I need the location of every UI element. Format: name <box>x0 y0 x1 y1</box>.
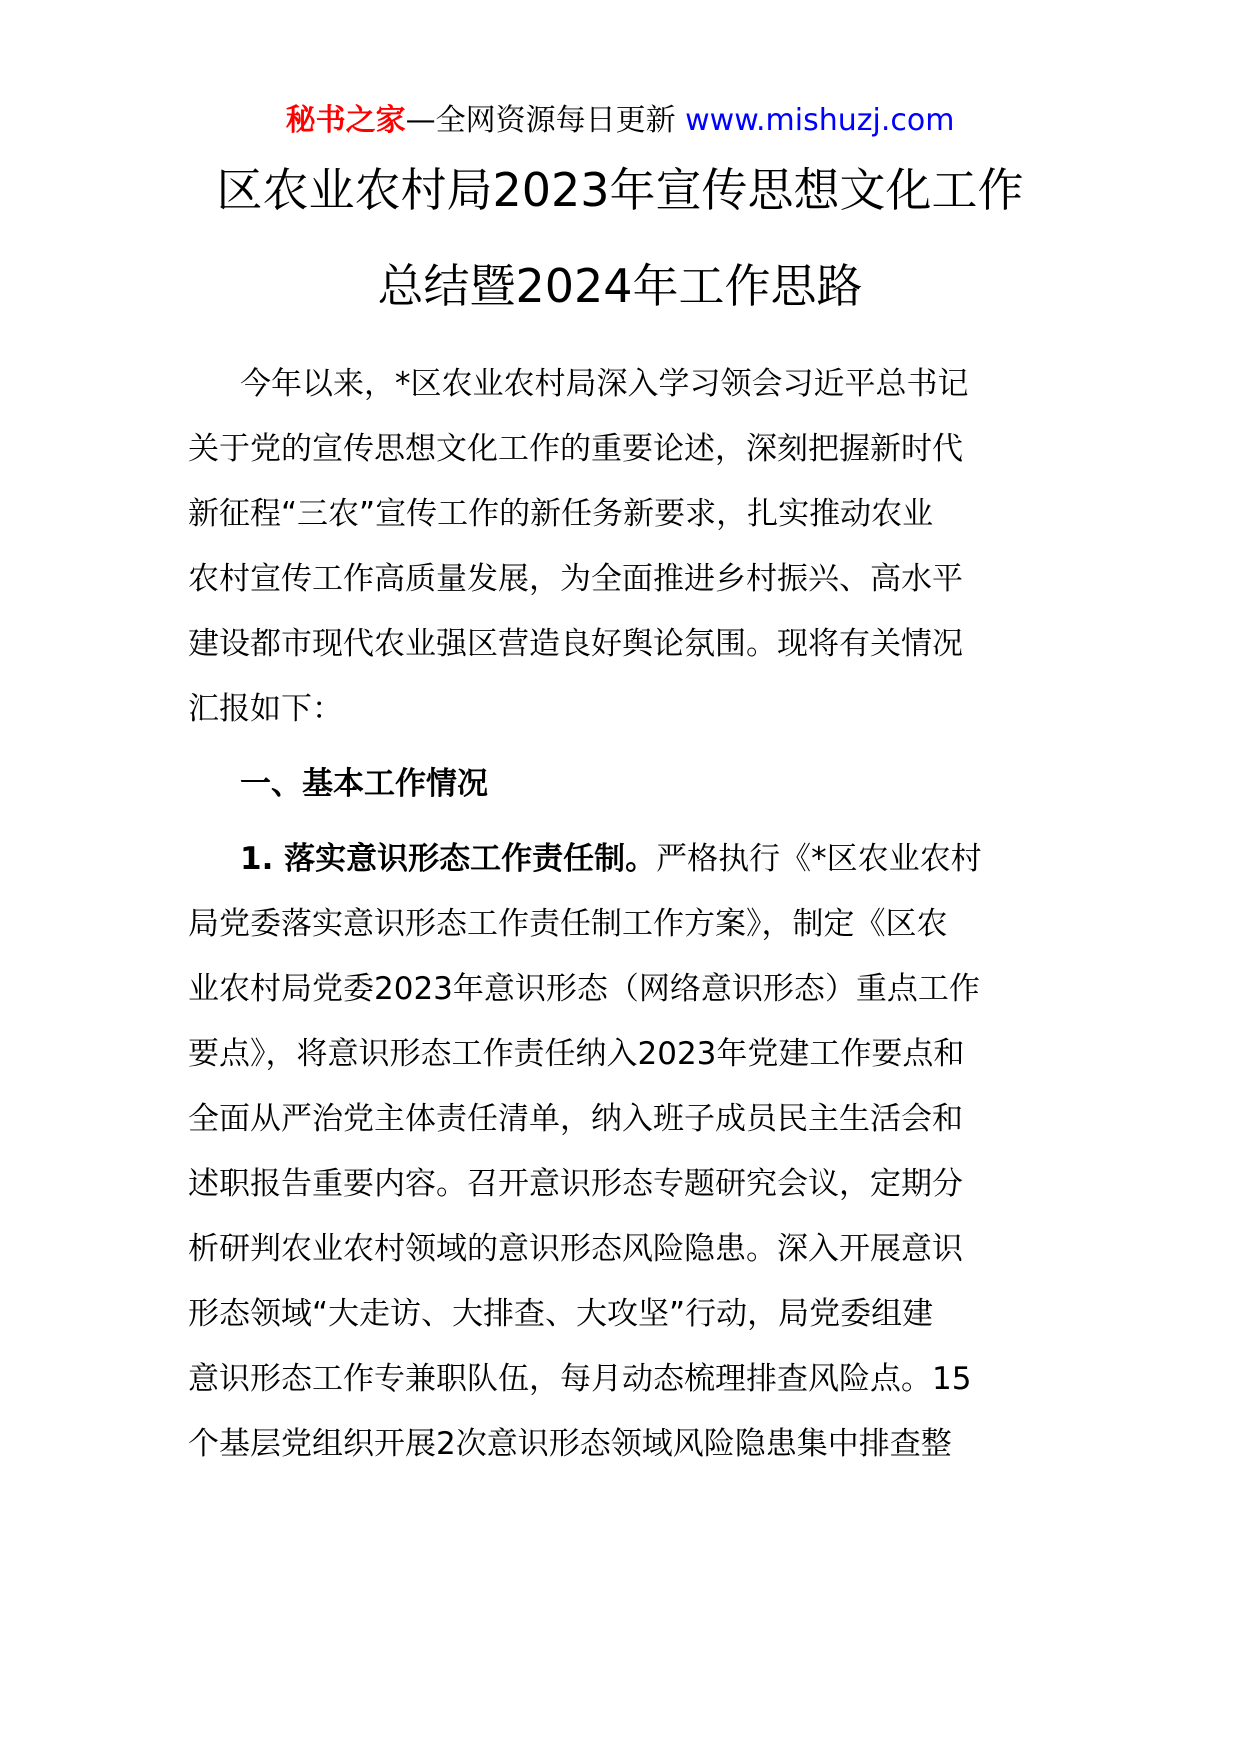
item-line: 局党委落实意识形态工作责任制工作方案》，制定《区农 <box>188 906 948 942</box>
item-line: 形态领域“大走访、大排查、大攻坚”行动，局党委组建 <box>188 1296 934 1332</box>
intro-line: 建设都市现代农业强区营造良好舆论氛围。现将有关情况 <box>188 626 963 662</box>
item-line: 述职报告重要内容。召开意识形态专题研究会议，定期分 <box>188 1166 963 1202</box>
brand-name: 秘书之家 <box>285 103 406 138</box>
item-first-line-text: 严格执行《*区农业农村 <box>656 841 982 877</box>
item-first-line <box>188 827 1068 892</box>
site-banner <box>0 100 1240 142</box>
item-lead: 1. 落实意识形态工作责任制。 <box>240 841 657 877</box>
item-line: 全面从严治党主体责任清单，纳入班子成员民主生活会和 <box>188 1101 963 1137</box>
item-line: 业农村局党委2023年意识形态（网络意识形态）重点工作 <box>188 971 980 1007</box>
intro-line: 今年以来，*区农业农村局深入学习领会习近平总书记 <box>240 366 969 402</box>
document-title-line-1: 区农业农村局2023年宣传思想文化工作 <box>216 163 1024 217</box>
intro-line: 新征程“三农”宣传工作的新任务新要求，扎实推动农业 <box>188 496 934 532</box>
banner-tagline: —全网资源每日更新 <box>405 103 676 138</box>
document-body <box>188 352 1068 1477</box>
item-line: 要点》，将意识形态工作责任纳入2023年党建工作要点和 <box>188 1036 965 1072</box>
item-line: 个基层党组织开展2次意识形态领域风险隐患集中排查整 <box>188 1426 952 1462</box>
section-heading: 一、基本工作情况 <box>240 766 488 802</box>
document-title-line-2: 总结暨2024年工作思路 <box>377 259 863 313</box>
site-url-link[interactable]: www.mishuzj.com <box>685 103 955 138</box>
intro-line: 农村宣传工作高质量发展，为全面推进乡村振兴、高水平 <box>188 561 963 597</box>
intro-line: 关于党的宣传思想文化工作的重要论述，深刻把握新时代 <box>188 431 963 467</box>
intro-line: 汇报如下： <box>188 691 343 727</box>
item-line: 析研判农业农村领域的意识形态风险隐患。深入开展意识 <box>188 1231 963 1267</box>
item-line: 意识形态工作专兼职队伍，每月动态梳理排查风险点。15 <box>188 1361 972 1397</box>
